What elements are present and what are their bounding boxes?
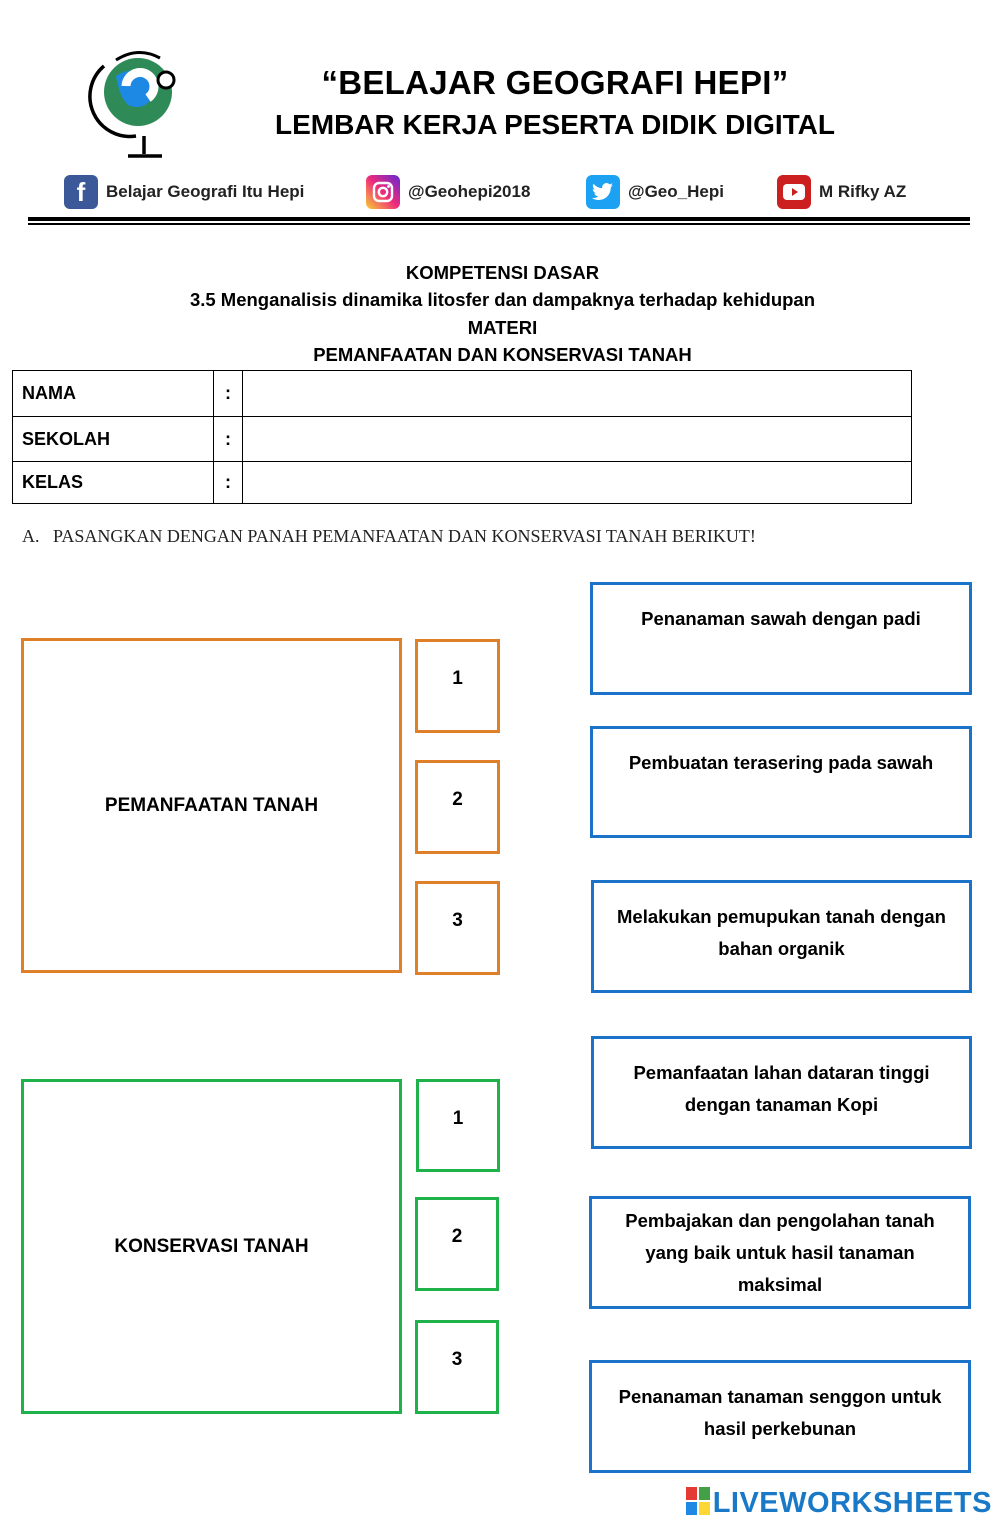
worksheet-subtitle: LEMBAR KERJA PESERTA DIDIK DIGITAL [274, 109, 835, 140]
social-facebook [64, 172, 304, 212]
nama-field[interactable] [243, 371, 912, 417]
facebook-icon: f [64, 175, 98, 209]
option-card[interactable] [591, 1036, 972, 1149]
slot-number: 1 [452, 668, 463, 689]
kd-label: KOMPETENSI DASAR [405, 262, 600, 283]
pemanfaatan-slot-2[interactable] [415, 760, 500, 854]
materi-label: MATERI [467, 317, 538, 338]
option-text: Melakukan pemupukan tanah dengan bahan organik [617, 906, 946, 959]
group-title: KONSERVASI TANAH [114, 1235, 309, 1257]
konservasi-slot-1[interactable] [416, 1079, 500, 1172]
instagram-icon [366, 175, 400, 209]
pemanfaatan-slot-3[interactable] [415, 881, 500, 975]
konservasi-slot-3[interactable] [415, 1320, 499, 1414]
sekolah-field[interactable] [243, 417, 912, 462]
identity-colon: : [214, 462, 243, 504]
option-card[interactable] [590, 726, 972, 838]
identity-label: NAMA [13, 371, 214, 417]
option-card[interactable] [590, 582, 972, 695]
slot-number: 2 [452, 789, 463, 810]
liveworksheets-logo [685, 1486, 992, 1521]
konservasi-slot-2[interactable] [415, 1197, 499, 1291]
option-text: Pembuatan terasering pada sawah [628, 752, 934, 773]
instruction-text: A. PASANGKAN DENGAN PANAH PEMANFAATAN DAN KONSERVASI TANAH BERIKUT! [22, 526, 756, 546]
identity-row-nama [13, 371, 912, 417]
group-box-konservasi [21, 1079, 402, 1414]
social-label: @Geohepi2018 [408, 182, 531, 201]
identity-table [12, 370, 912, 504]
social-instagram [366, 172, 530, 212]
option-card[interactable] [589, 1360, 971, 1473]
worksheet-title: “BELAJAR GEOGRAFI HEPI” [321, 64, 789, 101]
option-text: Pemanfaatan lahan dataran tinggi dengan tanaman Kopi [633, 1062, 930, 1115]
slot-number: 2 [451, 1226, 463, 1247]
group-box-pemanfaatan [21, 638, 402, 973]
liveworksheets-icon [685, 1486, 711, 1521]
group-title: PEMANFAATAN TANAH [104, 794, 319, 816]
globe-logo-icon [86, 36, 186, 160]
identity-row-kelas [13, 462, 912, 504]
slot-number: 3 [452, 910, 463, 931]
identity-label: SEKOLAH [13, 417, 214, 462]
twitter-icon [586, 175, 620, 209]
identity-row-sekolah [13, 417, 912, 462]
liveworksheets-brand: LIVEWORKSHEETS [712, 1487, 992, 1519]
option-text: Pembajakan dan pengolahan tanah yang baik untuk hasil tanaman maksimal [625, 1210, 935, 1295]
social-youtube [777, 172, 906, 212]
pemanfaatan-slot-1[interactable] [415, 639, 500, 733]
identity-label: KELAS [13, 462, 214, 504]
slot-number: 3 [451, 1349, 463, 1370]
header-divider [28, 217, 970, 221]
materi-text: PEMANFAATAN DAN KONSERVASI TANAH [313, 344, 692, 365]
header-divider-thin [28, 223, 970, 225]
social-label: Belajar Geografi Itu Hepi [106, 182, 305, 201]
option-text: Penanaman sawah dengan padi [641, 608, 921, 629]
social-twitter [586, 172, 724, 212]
identity-colon: : [214, 371, 243, 417]
social-label: @Geo_Hepi [628, 182, 724, 201]
option-card[interactable] [591, 880, 972, 993]
option-text: Penanaman tanaman senggon untuk hasil perkebunan [618, 1386, 942, 1439]
slot-number: 1 [452, 1108, 464, 1129]
option-card[interactable] [589, 1196, 971, 1309]
kd-text: 3.5 Menganalisis dinamika litosfer dan dampaknya terhadap kehidupan [189, 289, 816, 310]
kelas-field[interactable] [243, 462, 912, 504]
identity-colon: : [214, 417, 243, 462]
social-label: M Rifky AZ [819, 182, 907, 201]
youtube-icon [777, 175, 811, 209]
